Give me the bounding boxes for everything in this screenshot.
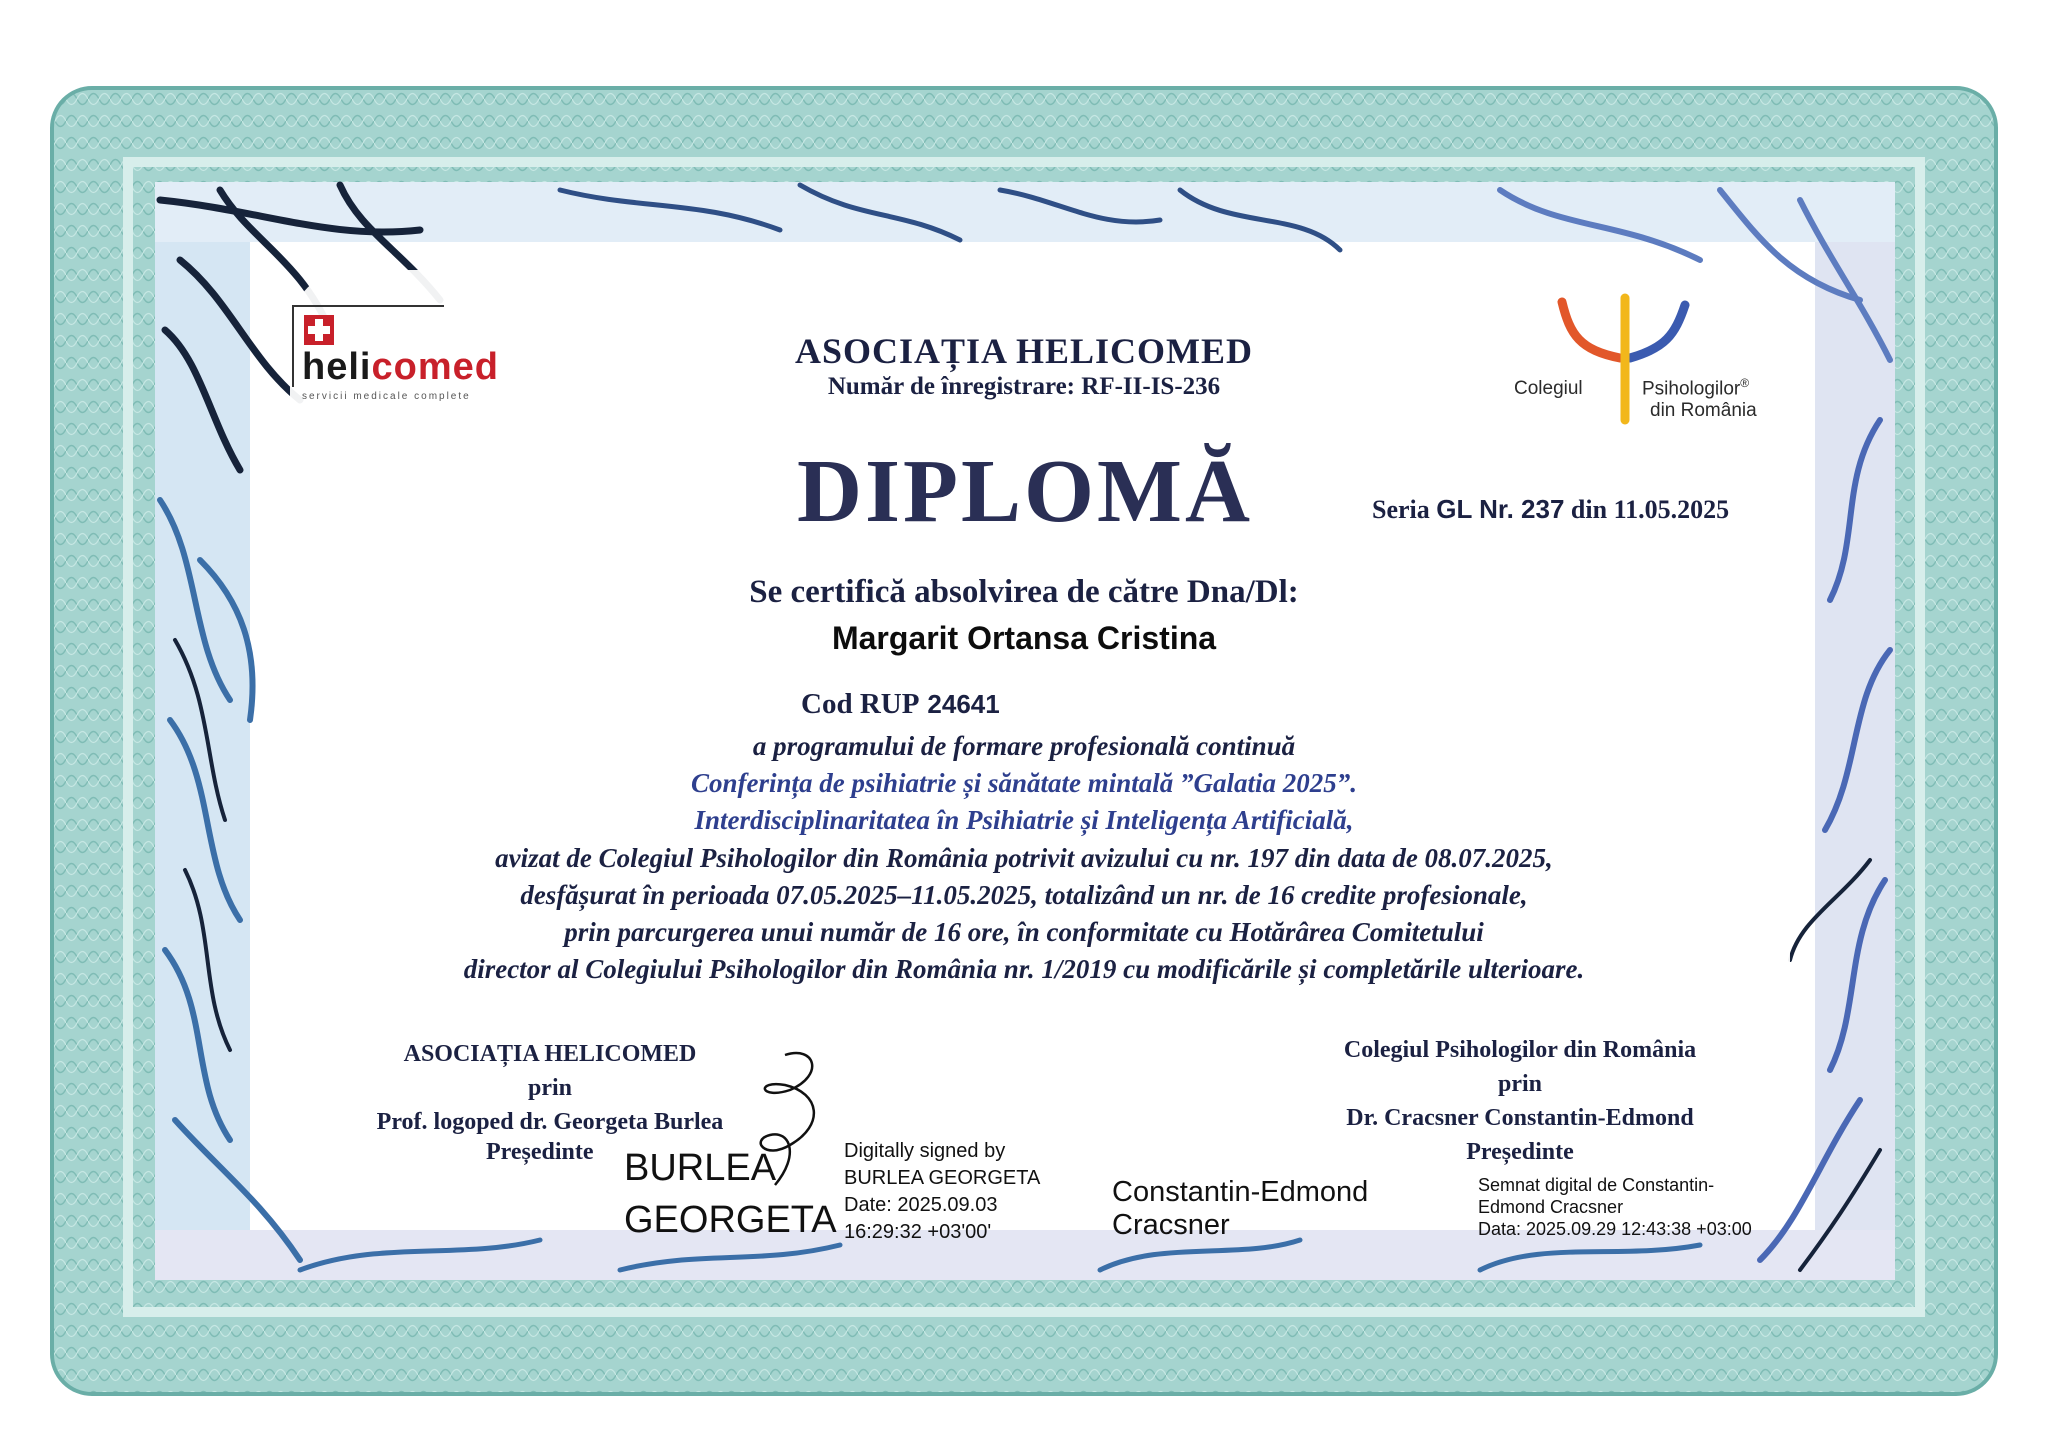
digital-signature-right-line-3: Data: 2025.09.29 12:43:38 +03:00	[1478, 1219, 1752, 1239]
signatory-left-org: ASOCIAȚIA HELICOMED	[403, 1041, 697, 1067]
signatory-right-org: Colegiul Psihologilor din România	[1343, 1037, 1697, 1063]
holder-name: Margarit Ortansa Cristina	[831, 620, 1217, 656]
body-line-1: a programului de formare profesională continuă	[752, 731, 1296, 761]
rup-code	[801, 688, 1000, 721]
digital-signature-right-line-1: Semnat digital de Constantin-	[1478, 1175, 1715, 1195]
cpr-registered-mark: ®	[1740, 376, 1750, 390]
serial-code: GL Nr. 237	[1436, 494, 1565, 524]
body-line-2: Conferința de psihiatrie și sănătate mintală ”Galatia 2025”.	[690, 768, 1358, 798]
digital-signature-left-line-2: BURLEA GEORGETA	[844, 1167, 1041, 1189]
signatory-left-role: Președinte	[486, 1139, 594, 1165]
signature-left-name-line2: GEORGETA	[624, 1199, 837, 1241]
digital-signature-right	[1478, 1174, 1752, 1240]
digital-signature-right-line-2: Edmond Cracsner	[1478, 1197, 1624, 1217]
issuer-name: ASOCIAȚIA HELICOMED	[794, 331, 1254, 371]
digital-signature-left-line-1: Digitally signed by	[844, 1140, 1006, 1162]
signatory-left-person: Prof. logoped dr. Georgeta Burlea	[376, 1109, 724, 1135]
rup-label: Cod RUP	[801, 688, 920, 720]
digital-signature-left	[844, 1138, 1040, 1246]
body-line-4: avizat de Colegiul Psihologilor din România potrivit avizului cu nr. 197 din data de 08.07.2025,	[495, 843, 1553, 873]
body-line-7: director al Colegiului Psihologilor din România nr. 1/2019 cu modificările și completările ulterioare.	[463, 954, 1585, 984]
body-line-5: desfășurat în perioada 07.05.2025–11.05.2025, totalizând un nr. de 16 credite profesionale,	[520, 880, 1528, 910]
digital-signature-left-line-4: 16:29:32 +03'00'	[844, 1221, 992, 1243]
serial-date: din 11.05.2025	[1570, 495, 1730, 524]
helicomed-tagline: servicii medicale complete	[302, 391, 471, 402]
signatory-right-role: Președinte	[1466, 1139, 1574, 1165]
cpr-word-colegiul: Colegiul	[1514, 378, 1583, 399]
signatory-left	[330, 1037, 770, 1139]
certify-text: Se certifică absolvirea de către Dna/Dl:	[749, 574, 1299, 610]
signatory-right-person: Dr. Cracsner Constantin-Edmond	[1346, 1105, 1694, 1131]
helicomed-wordmark-part1: heli	[302, 346, 372, 388]
signatory-right-via: prin	[1497, 1071, 1542, 1097]
registration-number: Număr de înregistrare: RF-II-IS-236	[827, 373, 1221, 400]
signature-left-name-line1: BURLEA	[624, 1147, 777, 1189]
cpr-word-psihologilor-text: Psihologilor	[1642, 378, 1741, 400]
cpr-word-din-romania: din România	[1650, 400, 1757, 421]
signatory-left-via: prin	[527, 1075, 572, 1101]
digital-signature-left-line-3: Date: 2025.09.03	[844, 1194, 998, 1216]
signatory-right	[1290, 1033, 1750, 1169]
serial-number	[1372, 494, 1729, 525]
signature-right-name-line2: Cracsner	[1112, 1209, 1230, 1241]
helicomed-wordmark-part2: comed	[371, 346, 499, 388]
body-line-3: Interdisciplinaritatea în Psihiatrie și Inteligența Artificială,	[694, 805, 1354, 835]
signature-right-name-line1: Constantin-Edmond	[1112, 1176, 1369, 1208]
rup-value: 24641	[927, 689, 1000, 719]
body-line-6: prin parcurgerea unui număr de 16 ore, în conformitate cu Hotărârea Comitetului	[564, 917, 1484, 947]
serial-prefix: Seria	[1372, 495, 1430, 524]
diploma-title: DIPLOMĂ	[797, 442, 1253, 541]
